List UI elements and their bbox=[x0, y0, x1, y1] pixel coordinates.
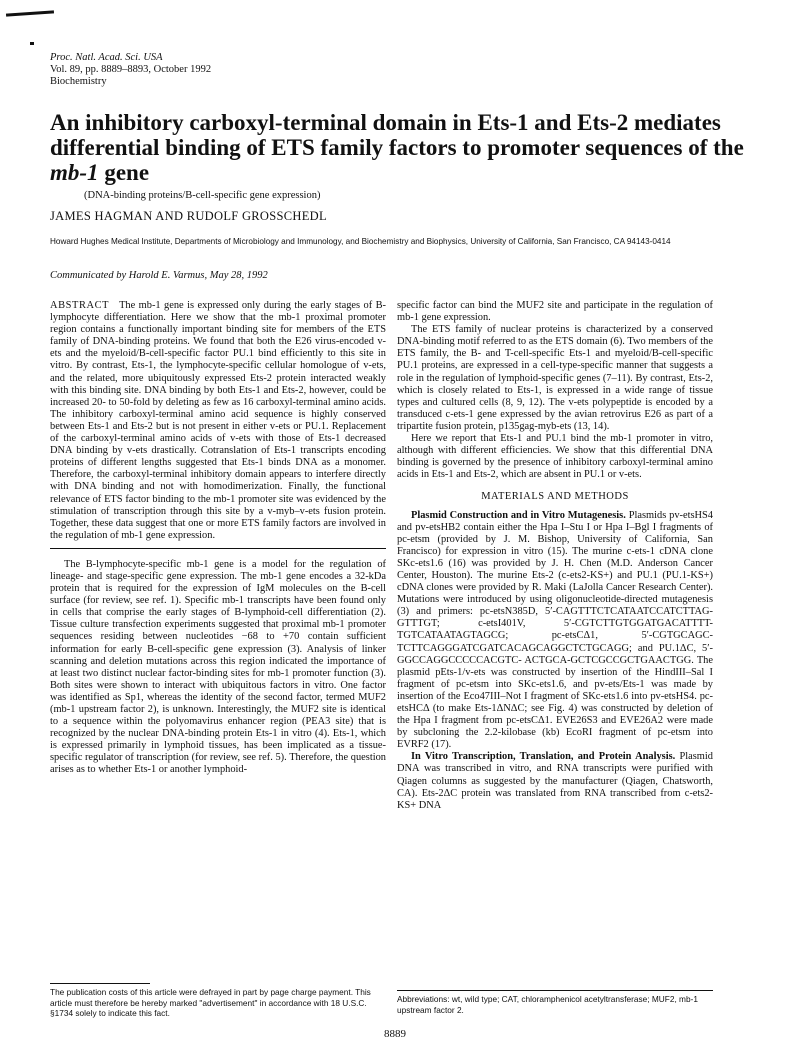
paragraph-continued: specific factor can bind the MUF2 site and participate in the regulation of mb-1 gene expression. bbox=[397, 300, 713, 324]
methods-paragraph-2 bbox=[397, 751, 713, 811]
abbreviations: Abbreviations: wt, wild type; CAT, chloramphenicol acetyltransferase; MUF2, mb-1 upstream factor 2. bbox=[397, 990, 713, 1015]
title-gene: mb-1 bbox=[50, 160, 99, 185]
footnote-rule bbox=[50, 983, 150, 984]
paragraph-ets-family: The ETS family of nuclear proteins is characterized by a conserved DNA-binding motif referred to as the ETS domain (6). Two members of the ETS family, the B- and T-cell-specific Ets-1 and myeloid/B-cell-specific PU.1 proteins, are expressed in a cell-type-specific manner that suggests a role in the regulation of lymphoid-specific genes (7–11). By contrast, Ets-2, which is closely related to Ets-1, is expressed in a wide range of tissue types and cultured cells (8, 9, 12). The v-ets polypeptide is encoded by a transduced c-ets-1 gene expressed by the avian retrovirus E26 as part of a tripartite fusion protein, p135gag-myb-ets (13, 14). bbox=[397, 324, 713, 432]
paragraph-report: Here we report that Ets-1 and PU.1 bind the mb-1 promoter in vitro, although with different efficiencies. We show that this differential DNA binding is governed by the presence of inhibitory carboxyl-terminal amino acids in Ets-1 and Ets-2, which are absent in PU.1 or v-ets. bbox=[397, 433, 713, 481]
journal-section: Biochemistry bbox=[50, 76, 107, 87]
methods-text-2: Plasmid DNA was transcribed in vitro, and RNA transcripts were purified with Qiagen columns as suggested by the manufacturer (Qiagen, Chatsworth, CA). Ets-2ΔC protein was translated from RNA transcribed from c-ets2-KS+ DNA bbox=[397, 751, 713, 811]
scan-mark-small bbox=[30, 42, 34, 45]
abstract-text: The mb-1 gene is expressed only during the early stages of B-lymphocyte differentiation. Here we show that the mb-1 proximal promoter region contains a functionally important binding site for members of the ETS family of DNA-binding proteins. We found that both the E26 virus-encoded v-ets and the myeloid/B-cell-specific factor PU.1 bind efficiently to this site in vitro. By contrast, Ets-1, the lymphocyte-specific cellular homologue of v-ets, and the related, more ubiquitously expressed Ets-2 protein interacted weakly with this binding site. DNA binding by both Ets-1 and Ets-2, however, could be increased 20- to 50-fold by deleting as few as 16 carboxyl-terminal amino acids. The inhibitory carboxyl-terminal amino acid sequence is highly conserved between Ets-1 and Ets-2 but is not present in either v-ets or PU.1. Replacement of the carboxyl-terminal amino acids of v-ets with those of Ets-1 decreased DNA binding by v-ets drastically. Cotranslation of Ets-1 transcripts encoding proteins of different lengths suggested that Ets-1 binds DNA as a monomer. Therefore, the carboxyl-terminal inhibitory domain appears to interfere directly with DNA binding and not with homodimerization. Finally, the functional relevance of ETS factor binding to the mb-1 promoter site was evidenced by the stimulation of transcription through this site by a v-myb–v-ets fusion protein. Together, these data suggest that one or more ETS family factors are involved in the regulation of mb-1 gene expression. bbox=[50, 300, 386, 541]
methods-text-1: Plasmids pv-etsHS4 and pv-etsHB2 contain either the Hpa I–Stu I or Hpa I–Bgl I fragments of pc-etsm (provided by J. M. Bishop, University of California, San Francisco) for expression in vitro (15). The murine c-ets-1 cDNA clone SKc-ets1.6 (16) was provided by J. H. Chen (M.D. Anderson Cancer Center, Houston). The murine Ets-2 (c-ets2-KS+) and PU.1 (PU.1-KS+) cDNA clones were provided by R. Maki (LaJolla Cancer Research Center). Mutations were introduced by using oligonucleotide-directed mutagenesis (3) and primers: pc-etsN385D, 5′-CAGTTTCTCATAATCCATCTTAG-GTTTGT; c-etsI401V, 5′-CGTCTTGTGGATGACATTTT-TGTCATAATAGTAGCG; pc-etsCΔ1, 5′-CGTGCAGC-TCTTCAGGGATCGATCACAGCAGGCTCTGCAGG; and PU.1ΔC, 5′-GGCCAGGCCCCCACGTC- ACTGCA-GCTCGCCGCTGAACTGG. The plasmid pEts-1/v-ets was constructed by insertion of the HindIII–Sal I fragment of pc-etsm into SKc-ets1.6, and pv-ets/Ets-1 was made by insertion of the Eco47III–Not I fragment of SKc-ets1.6 into pv-etsHS4. pc-etsHCΔ (to make Ets-1ΔNΔC; see Fig. 4) was constructed by deletion of the Hpa I fragment from pc-etsCΔ1. EVE26S3 and EVE26A2 were made by subcloning the 2.2-kilobase (kb) EcoRI fragment of pc-etsm into EVRF2 (17). bbox=[397, 509, 713, 751]
journal-header bbox=[50, 52, 211, 88]
title-end: gene bbox=[104, 160, 150, 185]
methods-runin-2: In Vitro Transcription, Translation, and Protein Analysis. bbox=[411, 751, 676, 763]
communicated-by: Communicated by Harold E. Varmus, May 28, 1992 bbox=[50, 270, 268, 281]
footnote-text: The publication costs of this article were defrayed in part by page charge payment. This article must therefore be hereby marked "advertisement" in accordance with 18 U.S.C. §1734 solely to indicate this fact. bbox=[50, 987, 371, 1018]
journal-volume: Vol. 89, pp. 8889–8893, October 1992 bbox=[50, 64, 212, 75]
methods-runin-1: Plasmid Construction and in Vitro Mutagenesis. bbox=[411, 509, 626, 521]
page-number: 8889 bbox=[384, 1028, 406, 1040]
scan-mark-top bbox=[6, 10, 54, 16]
authors: JAMES HAGMAN AND RUDOLF GROSSCHEDL bbox=[50, 209, 327, 223]
article-title bbox=[50, 110, 750, 185]
abstract-label: ABSTRACT bbox=[50, 300, 110, 311]
cost-footnote bbox=[50, 983, 386, 1019]
title-main: An inhibitory carboxyl-terminal domain in Ets-1 and Ets-2 mediates differential binding of ETS family factors to promoter sequences of the bbox=[50, 110, 744, 160]
abstract bbox=[50, 300, 386, 549]
right-column bbox=[397, 300, 713, 812]
affiliation: Howard Hughes Medical Institute, Departments of Microbiology and Immunology, and Biochemistry and Biophysics, University of California, San Francisco, CA 94143-0414 bbox=[50, 237, 671, 246]
section-heading-methods: MATERIALS AND METHODS bbox=[481, 491, 629, 503]
journal-name: Proc. Natl. Acad. Sci. USA bbox=[50, 52, 163, 63]
methods-paragraph-1 bbox=[397, 510, 713, 752]
keywords: (DNA-binding proteins/B-cell-specific gene expression) bbox=[84, 190, 321, 201]
left-column bbox=[50, 300, 386, 777]
intro-paragraph: The B-lymphocyte-specific mb-1 gene is a model for the regulation of lineage- and stage-specific gene expression. The mb-1 gene encodes a 32-kDa protein that is required for the expression of IgM molecules on the B-cell surface (for review, see ref. 1). Specific mb-1 transcripts have been found only in cells that comprise the early stages of B-lymphoid-cell differentiation (2). Tissue culture transfection experiments suggested that proximal mb-1 promoter sequences residing between nucleotides −68 to +70 contain sufficient information for early B-cell-specific gene expression (3). Analysis of linker scanning and deletion mutations across this region indicated the importance of at least two distinct nuclear factor-binding sites for mb-1 promoter function (3). Both sites were shown to interact with ubiquitous factors in vitro. One factor was identified as Sp1, whereas the identity of the second factor, termed MUF2 (mb-1 upstream factor 2), is unknown. Interestingly, the MUF2 site is identical to a sequence within the polyomavirus enhancer region (PEA3 site) that is recognized by the nuclear DNA-binding protein Ets-1 in vitro (4). Ets-1, which is expressed primarily in lymphoid tissues, has been implicated as a tissue-specific regulator of transcription (for review, see ref. 5). Therefore, the question arises as to whether Ets-1 or another lymphoid- bbox=[50, 558, 386, 776]
